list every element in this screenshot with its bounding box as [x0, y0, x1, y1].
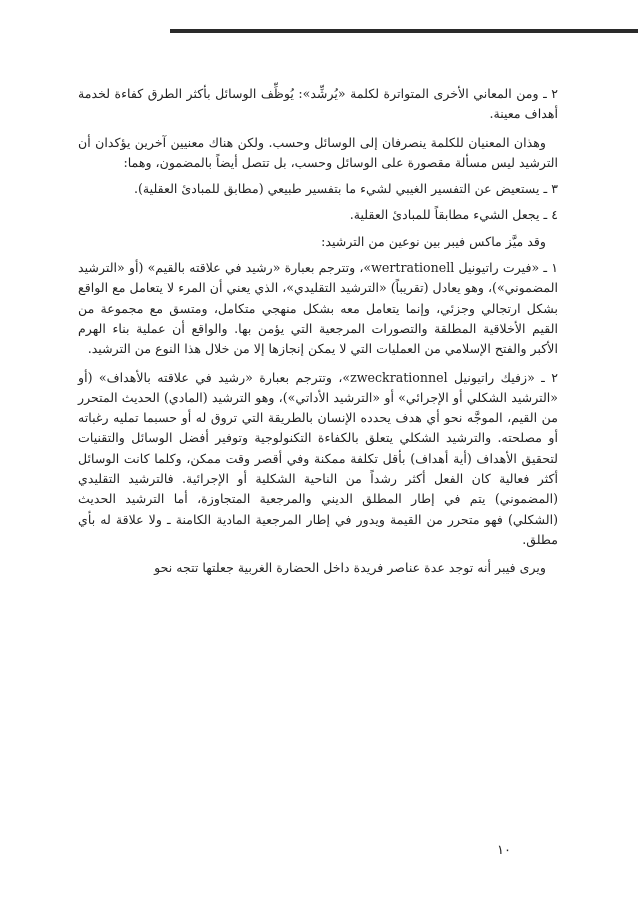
paragraph-weber-intro: وقد ميَّز ماكس فيبر بين نوعين من الترشيد: — [321, 233, 546, 249]
header-rule — [170, 29, 638, 33]
paragraph-weber-western: ويرى فيبر أنه توجد عدة عناصر فريدة داخل الحضارة الغربية جعلتها تتجه نحو — [154, 560, 546, 576]
paragraph-wertrationell: ١ ـ «فيرت راتيونيل wertrationell»، وتترجم بعبارة «رشيد في علاقته بالقيم» (أو «الترشيد المضموني»)، وهو يعادل (تقريباً) «الترشيد التقليدي»، الذي يعني أن المرء لا يتعامل مع الواقع بشكل ارتجالي وجزئي، وإنما يتعامل معه بشكل منهجي متكامل، ومتسق مع مجموعة من القيم الأخلاقية المطلقة والتصورات المرجعية التي يؤمن بها. والواقع أن عملية بناء الهرم الأكبر والفتح الإسلامي من العمليات التي لا يمكن إنجازها إلا من خلال هذا النوع من الترشيد. — [78, 260, 558, 357]
paragraph-meaning-4: ٤ ـ يجعل الشيء مطابقاً للمبادئ العقلية. — [349, 207, 558, 223]
paragraph-meaning-2: ٢ ـ ومن المعاني الأخرى المتواترة لكلمة «يُرشِّد»: يُوظِّف الوسائل بأكثر الطرق كفاءة لخدمة أهداف معينة. — [78, 86, 558, 122]
paragraph-meanings-summary: وهذان المعنيان للكلمة ينصرفان إلى الوسائل وحسب. ولكن هناك معنيين آخرين يؤكدان أن الترشيد ليس مسألة مقصورة على الوسائل وحسب، بل تتصل أيضاً بالمضمون، وهما: — [78, 134, 558, 170]
page-number: ١٠ — [497, 843, 511, 858]
paragraph-zweckrational: ٢ ـ «زفيك راتيونيل zweckrationnel»، وتترجم بعبارة «رشيد في علاقته بالأهداف» (أو «الترشيد الشكلي أو الإجرائي» أو «الترشيد الأداتي»)، وهو الترشيد (المادي) الحديث المتحرر من القيم، الموجَّه نحو أي هدف يحدده الإنسان بالطريقة التي تروق له أو حسبما تمليه رغباته أو مصلحته. والترشيد الشكلي يتعلق بالكفاءة التكنولوجية وتوفير أفضل الوسائل والتقنيات لتحقيق الأهداف (أية أهداف) بأقل تكلفة ممكنة وفي أقصر وقت ممكن، وكلما كانت الوسائل أكثر فعالية كان الفعل أكثر رشداً من الناحية الشكلية أو الإجرائية. فالترشيد التقليدي (المضموني) يتم في إطار المطلق الديني والمرجعية المتجاوزة، أما الترشيد الحديث (الشكلي) فهو متحرر من القيمة ويدور في إطار المرجعية المادية الكامنة ـ ولا علاقة له بأي مطلق. — [78, 369, 558, 547]
paragraph-meaning-3: ٣ ـ يستعيض عن التفسير الغيبي لشيء ما بتفسير طبيعي (مطابق للمبادئ العقلية). — [133, 181, 558, 197]
page-body — [78, 84, 558, 579]
